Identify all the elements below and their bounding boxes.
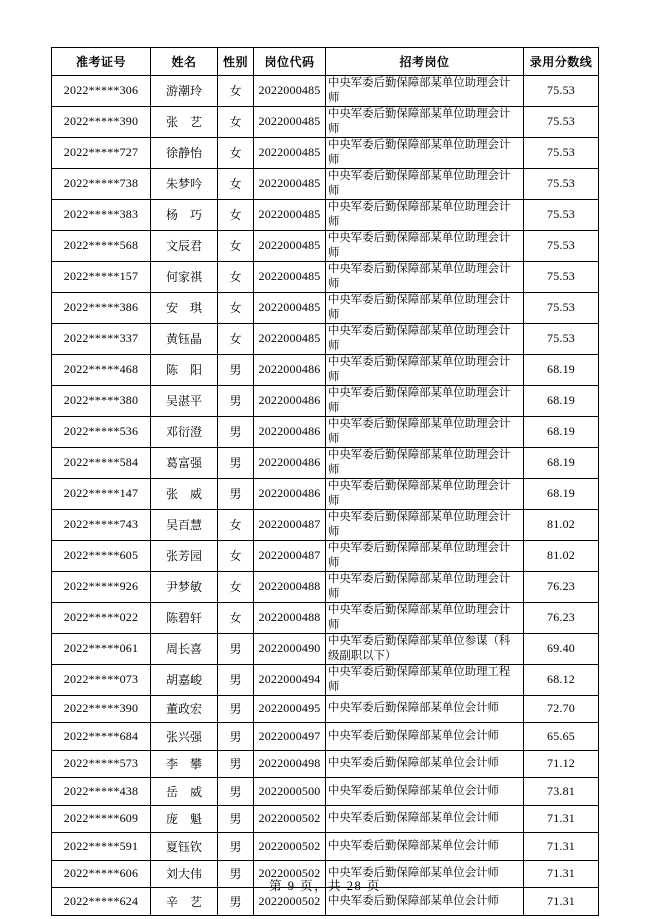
cell-name: 张 艺 — [151, 106, 218, 137]
cell-admission-number: 2022*****606 — [52, 860, 151, 888]
table-row — [52, 354, 599, 385]
cell-gender: 男 — [218, 664, 254, 695]
cell-gender: 女 — [218, 292, 254, 323]
table-row — [52, 137, 599, 168]
cell-position-code: 2022000485 — [254, 230, 326, 261]
cell-name: 夏钰钦 — [151, 833, 218, 861]
cell-position-code: 2022000485 — [254, 168, 326, 199]
cell-name: 董政宏 — [151, 695, 218, 723]
cell-gender: 女 — [218, 106, 254, 137]
cell-gender: 男 — [218, 447, 254, 478]
table-row — [52, 447, 599, 478]
cell-gender: 女 — [218, 137, 254, 168]
cell-name: 徐静怡 — [151, 137, 218, 168]
cell-name: 周长喜 — [151, 633, 218, 664]
score-table-container — [51, 47, 598, 916]
cell-name: 张 威 — [151, 478, 218, 509]
cell-position: 中央军委后勤保障部某单位助理会计师 — [326, 292, 524, 323]
cell-score-line: 71.12 — [524, 750, 599, 778]
cell-position-code: 2022000487 — [254, 540, 326, 571]
cell-score-line: 71.31 — [524, 888, 599, 916]
table-row — [52, 292, 599, 323]
cell-score-line: 68.19 — [524, 354, 599, 385]
cell-name: 葛富强 — [151, 447, 218, 478]
cell-position-code: 2022000502 — [254, 860, 326, 888]
table-row — [52, 106, 599, 137]
cell-admission-number: 2022*****073 — [52, 664, 151, 695]
column-header-position: 招考岗位 — [326, 48, 524, 76]
cell-score-line: 75.53 — [524, 261, 599, 292]
cell-position: 中央军委后勤保障部某单位助理工程师 — [326, 664, 524, 695]
cell-name: 安 琪 — [151, 292, 218, 323]
cell-gender: 男 — [218, 805, 254, 833]
cell-admission-number: 2022*****926 — [52, 571, 151, 602]
cell-position-code: 2022000485 — [254, 137, 326, 168]
cell-position-code: 2022000494 — [254, 664, 326, 695]
table-row — [52, 75, 599, 106]
table-row — [52, 509, 599, 540]
cell-gender: 女 — [218, 540, 254, 571]
cell-gender: 女 — [218, 230, 254, 261]
cell-score-line: 71.31 — [524, 833, 599, 861]
table-row — [52, 416, 599, 447]
cell-score-line: 68.12 — [524, 664, 599, 695]
cell-score-line: 75.53 — [524, 230, 599, 261]
cell-name: 陈 阳 — [151, 354, 218, 385]
cell-name: 朱梦吟 — [151, 168, 218, 199]
cell-gender: 男 — [218, 750, 254, 778]
cell-position-code: 2022000488 — [254, 571, 326, 602]
cell-admission-number: 2022*****380 — [52, 385, 151, 416]
cell-position-code: 2022000486 — [254, 478, 326, 509]
cell-admission-number: 2022*****061 — [52, 633, 151, 664]
table-row — [52, 723, 599, 751]
table-row — [52, 571, 599, 602]
cell-admission-number: 2022*****468 — [52, 354, 151, 385]
cell-name: 岳 威 — [151, 778, 218, 806]
cell-name: 刘大伟 — [151, 860, 218, 888]
cell-score-line: 75.53 — [524, 323, 599, 354]
cell-name: 游潮玲 — [151, 75, 218, 106]
cell-gender: 女 — [218, 602, 254, 633]
cell-name: 文辰君 — [151, 230, 218, 261]
cell-admission-number: 2022*****609 — [52, 805, 151, 833]
cell-admission-number: 2022*****390 — [52, 106, 151, 137]
cell-position: 中央军委后勤保障部某单位会计师 — [326, 695, 524, 723]
cell-admission-number: 2022*****306 — [52, 75, 151, 106]
table-row — [52, 633, 599, 664]
cell-gender: 男 — [218, 723, 254, 751]
cell-position: 中央军委后勤保障部某单位助理会计师 — [326, 509, 524, 540]
column-header-gender: 性别 — [218, 48, 254, 76]
table-header — [52, 48, 599, 76]
cell-admission-number: 2022*****536 — [52, 416, 151, 447]
cell-position: 中央军委后勤保障部某单位助理会计师 — [326, 137, 524, 168]
cell-position-code: 2022000485 — [254, 323, 326, 354]
table-row — [52, 695, 599, 723]
cell-score-line: 73.81 — [524, 778, 599, 806]
cell-name: 陈碧轩 — [151, 602, 218, 633]
cell-position-code: 2022000488 — [254, 602, 326, 633]
cell-admission-number: 2022*****624 — [52, 888, 151, 916]
cell-gender: 男 — [218, 778, 254, 806]
cell-name: 张芳园 — [151, 540, 218, 571]
cell-admission-number: 2022*****383 — [52, 199, 151, 230]
cell-admission-number: 2022*****147 — [52, 478, 151, 509]
cell-position: 中央军委后勤保障部某单位会计师 — [326, 833, 524, 861]
cell-score-line: 75.53 — [524, 106, 599, 137]
table-row — [52, 833, 599, 861]
cell-position-code: 2022000486 — [254, 354, 326, 385]
cell-position: 中央军委后勤保障部某单位助理会计师 — [326, 199, 524, 230]
cell-gender: 男 — [218, 478, 254, 509]
cell-position: 中央军委后勤保障部某单位参谋（科级副职以下） — [326, 633, 524, 664]
cell-score-line: 72.70 — [524, 695, 599, 723]
cell-position: 中央军委后勤保障部某单位助理会计师 — [326, 168, 524, 199]
cell-position-code: 2022000502 — [254, 805, 326, 833]
cell-admission-number: 2022*****386 — [52, 292, 151, 323]
cell-gender: 男 — [218, 695, 254, 723]
table-row — [52, 385, 599, 416]
cell-admission-number: 2022*****022 — [52, 602, 151, 633]
cell-position-code: 2022000498 — [254, 750, 326, 778]
cell-name: 吴百慧 — [151, 509, 218, 540]
table-row — [52, 778, 599, 806]
cell-position: 中央军委后勤保障部某单位助理会计师 — [326, 323, 524, 354]
cell-score-line: 76.23 — [524, 602, 599, 633]
cell-score-line: 68.19 — [524, 478, 599, 509]
cell-position: 中央军委后勤保障部某单位助理会计师 — [326, 478, 524, 509]
cell-position: 中央军委后勤保障部某单位助理会计师 — [326, 385, 524, 416]
cell-admission-number: 2022*****605 — [52, 540, 151, 571]
cell-name: 辛 艺 — [151, 888, 218, 916]
cell-name: 胡嘉峻 — [151, 664, 218, 695]
column-header-position-code: 岗位代码 — [254, 48, 326, 76]
header-row — [52, 48, 599, 76]
cell-name: 尹梦敏 — [151, 571, 218, 602]
cell-gender: 女 — [218, 323, 254, 354]
table-row — [52, 168, 599, 199]
cell-position-code: 2022000500 — [254, 778, 326, 806]
cell-position-code: 2022000502 — [254, 888, 326, 916]
cell-gender: 女 — [218, 509, 254, 540]
cell-position-code: 2022000486 — [254, 416, 326, 447]
cell-position: 中央军委后勤保障部某单位助理会计师 — [326, 106, 524, 137]
cell-score-line: 71.31 — [524, 805, 599, 833]
cell-position-code: 2022000485 — [254, 261, 326, 292]
cell-gender: 女 — [218, 75, 254, 106]
cell-score-line: 75.53 — [524, 292, 599, 323]
cell-admission-number: 2022*****568 — [52, 230, 151, 261]
cell-position: 中央军委后勤保障部某单位会计师 — [326, 723, 524, 751]
cell-admission-number: 2022*****684 — [52, 723, 151, 751]
cell-name: 何家祺 — [151, 261, 218, 292]
cell-score-line: 76.23 — [524, 571, 599, 602]
cell-gender: 男 — [218, 354, 254, 385]
cell-position: 中央军委后勤保障部某单位会计师 — [326, 805, 524, 833]
cell-name: 杨 巧 — [151, 199, 218, 230]
cell-score-line: 81.02 — [524, 540, 599, 571]
cell-position: 中央军委后勤保障部某单位助理会计师 — [326, 416, 524, 447]
cell-score-line: 81.02 — [524, 509, 599, 540]
cell-gender: 女 — [218, 571, 254, 602]
cell-position: 中央军委后勤保障部某单位助理会计师 — [326, 354, 524, 385]
cell-admission-number: 2022*****738 — [52, 168, 151, 199]
admission-score-table — [51, 47, 599, 916]
cell-gender: 男 — [218, 888, 254, 916]
cell-name: 邓衍澄 — [151, 416, 218, 447]
cell-score-line: 75.53 — [524, 75, 599, 106]
cell-position-code: 2022000486 — [254, 447, 326, 478]
cell-admission-number: 2022*****337 — [52, 323, 151, 354]
cell-position: 中央军委后勤保障部某单位助理会计师 — [326, 261, 524, 292]
cell-position: 中央军委后勤保障部某单位助理会计师 — [326, 602, 524, 633]
cell-name: 黄钰晶 — [151, 323, 218, 354]
cell-position: 中央军委后勤保障部某单位会计师 — [326, 750, 524, 778]
cell-admission-number: 2022*****743 — [52, 509, 151, 540]
table-row — [52, 478, 599, 509]
cell-admission-number: 2022*****390 — [52, 695, 151, 723]
cell-position-code: 2022000485 — [254, 199, 326, 230]
cell-position: 中央军委后勤保障部某单位助理会计师 — [326, 230, 524, 261]
cell-position-code: 2022000485 — [254, 75, 326, 106]
cell-gender: 女 — [218, 261, 254, 292]
table-row — [52, 750, 599, 778]
cell-admission-number: 2022*****438 — [52, 778, 151, 806]
cell-score-line: 65.65 — [524, 723, 599, 751]
cell-score-line: 68.19 — [524, 385, 599, 416]
cell-position: 中央军委后勤保障部某单位助理会计师 — [326, 447, 524, 478]
cell-name: 张兴强 — [151, 723, 218, 751]
cell-position-code: 2022000487 — [254, 509, 326, 540]
cell-position: 中央军委后勤保障部某单位助理会计师 — [326, 75, 524, 106]
cell-score-line: 75.53 — [524, 168, 599, 199]
cell-position: 中央军委后勤保障部某单位会计师 — [326, 778, 524, 806]
cell-name: 庞 魁 — [151, 805, 218, 833]
cell-position-code: 2022000485 — [254, 106, 326, 137]
cell-gender: 男 — [218, 860, 254, 888]
cell-gender: 男 — [218, 633, 254, 664]
cell-position-code: 2022000495 — [254, 695, 326, 723]
cell-position-code: 2022000497 — [254, 723, 326, 751]
cell-name: 吴湛平 — [151, 385, 218, 416]
cell-position-code: 2022000490 — [254, 633, 326, 664]
cell-score-line: 75.53 — [524, 199, 599, 230]
cell-admission-number: 2022*****727 — [52, 137, 151, 168]
cell-gender: 女 — [218, 168, 254, 199]
table-row — [52, 230, 599, 261]
column-header-admission-number: 准考证号 — [52, 48, 151, 76]
table-row — [52, 261, 599, 292]
page-indicator: 第 9 页，共 28 页 — [269, 879, 381, 893]
cell-name: 李 攀 — [151, 750, 218, 778]
cell-position: 中央军委后勤保障部某单位助理会计师 — [326, 571, 524, 602]
cell-gender: 男 — [218, 416, 254, 447]
cell-admission-number: 2022*****584 — [52, 447, 151, 478]
table-row — [52, 323, 599, 354]
cell-score-line: 75.53 — [524, 137, 599, 168]
cell-position: 中央军委后勤保障部某单位会计师 — [326, 888, 524, 916]
cell-admission-number: 2022*****591 — [52, 833, 151, 861]
table-row — [52, 805, 599, 833]
table-row — [52, 540, 599, 571]
cell-score-line: 68.19 — [524, 447, 599, 478]
cell-gender: 男 — [218, 833, 254, 861]
table-row — [52, 199, 599, 230]
cell-gender: 男 — [218, 385, 254, 416]
cell-gender: 女 — [218, 199, 254, 230]
cell-score-line: 69.40 — [524, 633, 599, 664]
cell-position: 中央军委后勤保障部某单位助理会计师 — [326, 540, 524, 571]
cell-position-code: 2022000486 — [254, 385, 326, 416]
cell-admission-number: 2022*****157 — [52, 261, 151, 292]
cell-position: 中央军委后勤保障部某单位会计师 — [326, 860, 524, 888]
cell-admission-number: 2022*****573 — [52, 750, 151, 778]
cell-score-line: 71.31 — [524, 860, 599, 888]
cell-position-code: 2022000502 — [254, 833, 326, 861]
cell-position-code: 2022000485 — [254, 292, 326, 323]
cell-score-line: 68.19 — [524, 416, 599, 447]
column-header-score-line: 录用分数线 — [524, 48, 599, 76]
table-row — [52, 664, 599, 695]
table-body — [52, 75, 599, 915]
column-header-name: 姓名 — [151, 48, 218, 76]
table-row — [52, 602, 599, 633]
